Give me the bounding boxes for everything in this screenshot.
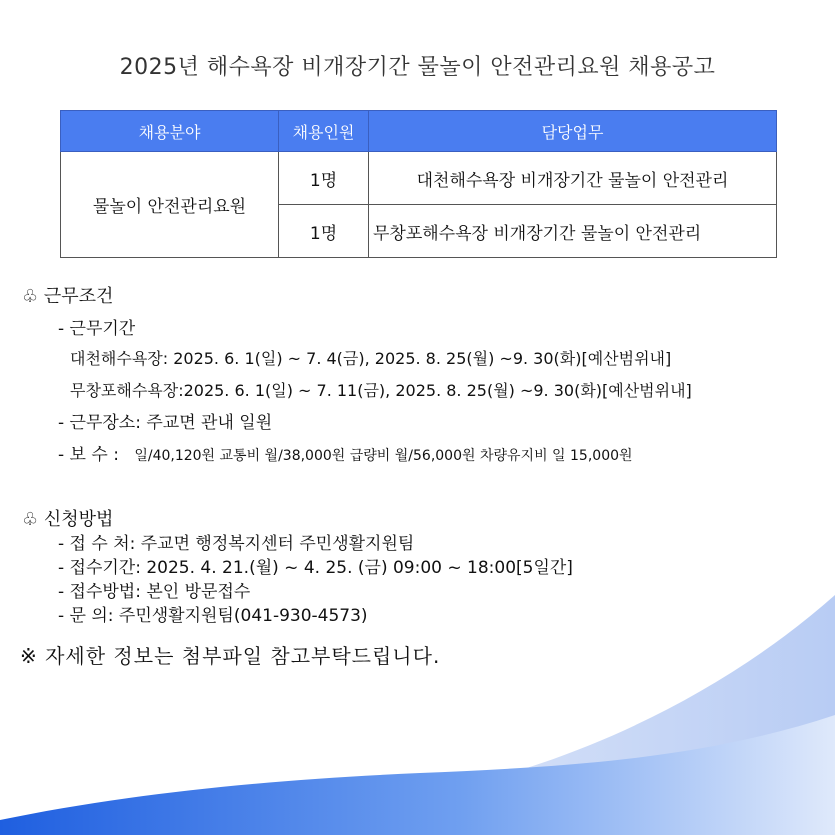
apply-heading-label: 신청방법 [43,509,114,530]
header-field: 채용분야 [61,111,279,152]
clover-icon: ♧ [22,286,39,307]
period-muchangpo: 무창포해수욕장:2025. 6. 1(일) ~ 7. 11(금), 2025. 8. 25(월) ~9. 30(화)[예산범위내] [70,381,692,400]
apply-method: - 접수방법: 본인 방문접수 [58,582,251,602]
apply-office: - 접 수 처: 주교면 행정복지센터 주민생활지원팀 [58,534,415,554]
cell-count: 1명 [279,205,369,258]
recruit-table [60,110,777,258]
cell-count: 1명 [279,152,369,205]
clover-icon: ♧ [22,509,39,530]
header-count: 채용인원 [279,111,369,152]
period-daecheon: 대천해수욕장: 2025. 6. 1(일) ~ 7. 4(금), 2025. 8. 25(월) ~9. 30(화)[예산범위내] [70,349,672,368]
decorative-wave [0,595,835,835]
table-header-row [61,111,777,152]
cell-field: 물놀이 안전관리요원 [61,152,279,258]
cell-duty: 대천해수욕장 비개장기간 물놀이 안전관리 [369,152,777,205]
notice-text: ※ 자세한 정보는 첨부파일 참고부탁드립니다. [20,644,441,668]
header-duty: 담당업무 [369,111,777,152]
apply-period: - 접수기간: 2025. 4. 21.(월) ~ 4. 25. (금) 09:00 ~ 18:00[5일간] [58,558,573,578]
pay-label: - 보 수 : [58,445,119,465]
apply-heading [22,505,113,531]
pay-row [58,440,633,465]
work-heading [22,282,113,308]
work-heading-label: 근무조건 [43,286,114,307]
cell-duty: 무창포해수욕장 비개장기간 물놀이 안전관리 [369,205,777,258]
table-row [61,152,777,205]
pay-detail: 일/40,120원 교통비 월/38,000원 급량비 월/56,000원 차량유지비 일 15,000원 [134,448,633,464]
work-place: - 근무장소: 주교면 관내 일원 [58,413,273,433]
page-title: 2025년 해수욕장 비개장기간 물놀이 안전관리요원 채용공고 [119,55,716,80]
apply-inquiry: - 문 의: 주민생활지원팀(041-930-4573) [58,606,368,626]
period-label: - 근무기간 [58,319,136,339]
